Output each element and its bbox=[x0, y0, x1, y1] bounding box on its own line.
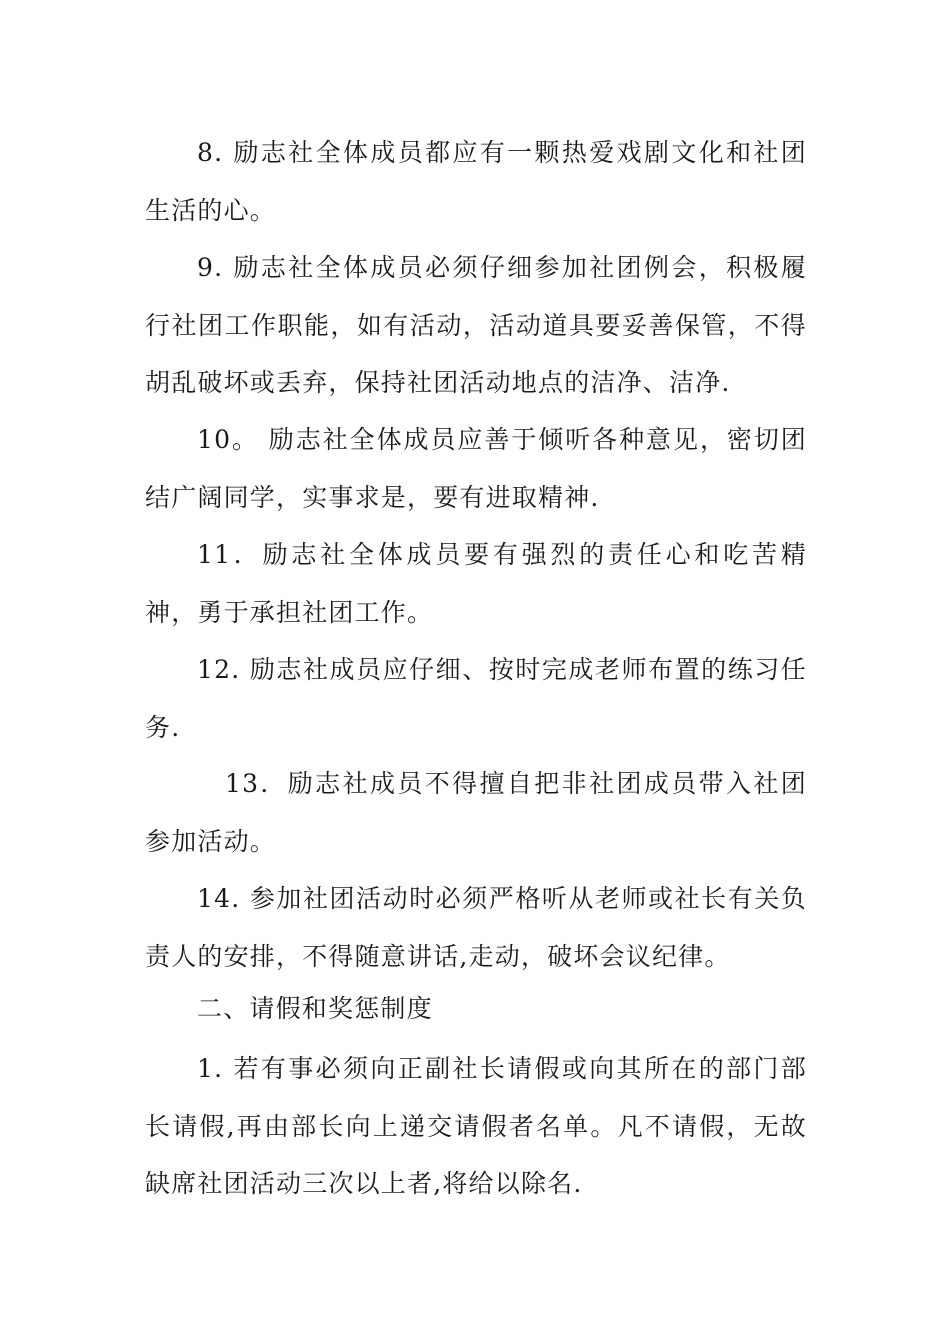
section-heading: 二、请假和奖惩制度 bbox=[197, 994, 433, 1023]
rule-8-paragraph: 8. 励志社全体成员都应有一颗热爱戏剧文化和社团生活的心。 bbox=[145, 138, 807, 225]
rule-11-paragraph: 11．励志社全体成员要有强烈的责任心和吃苦精神，勇于承担社团工作。 bbox=[145, 540, 807, 627]
leave-rule-1-paragraph: 1. 若有事必须向正副社长请假或向其所在的部门部长请假,再由部长向上递交请假者名单。凡不请假，无故缺席社团活动三次以上者,将给以除名. bbox=[145, 1054, 807, 1198]
rule-13-paragraph: 13．励志社成员不得擅自把非社团成员带入社团参加活动。 bbox=[145, 769, 807, 856]
rule-10-paragraph: 10。 励志社全体成员应善于倾听各种意见，密切团结广阔同学，实事求是，要有进取精神. bbox=[145, 425, 807, 512]
rule-12-paragraph: 12. 励志社成员应仔细、按时完成老师布置的练习任务. bbox=[145, 655, 807, 742]
rule-9-paragraph: 9. 励志社全体成员必须仔细参加社团例会，积极履行社团工作职能，如有活动，活动道具要妥善保管，不得胡乱破坏或丢弃，保持社团活动地点的洁净、洁净. bbox=[145, 253, 807, 397]
rule-14-paragraph: 14. 参加社团活动时必须严格听从老师或社长有关负责人的安排，不得随意讲话,走动，破坏会议纪律。 bbox=[145, 884, 807, 971]
